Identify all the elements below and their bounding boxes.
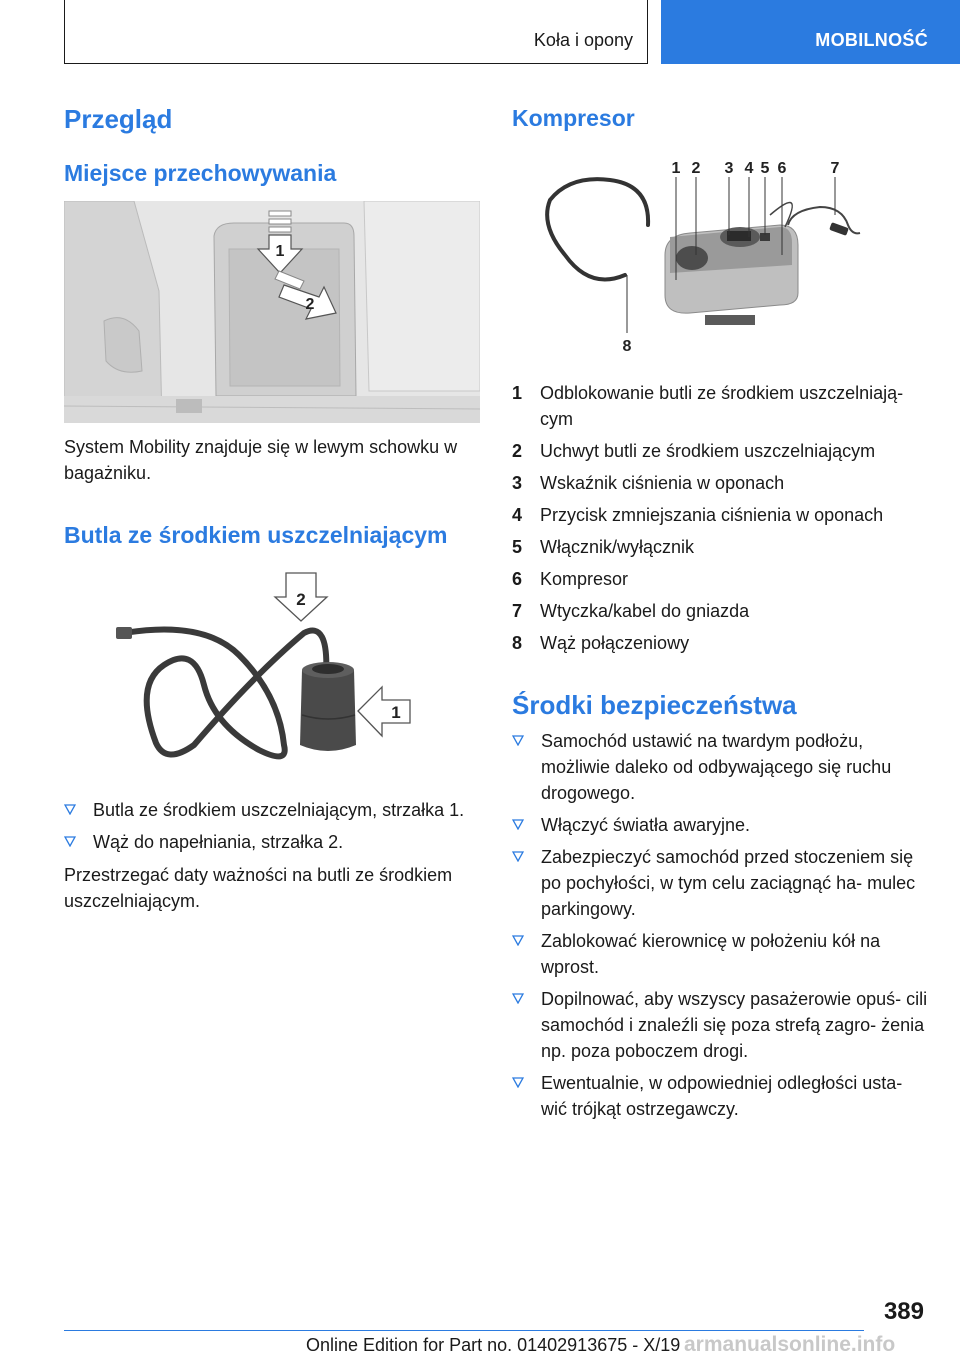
compressor-heading: Kompresor (512, 105, 635, 131)
list-item (512, 986, 928, 1064)
triangle-bullet-icon (64, 835, 76, 847)
arrow-1-stripe (269, 219, 291, 224)
part-number: 4 (512, 505, 523, 525)
part-text: Kompresor (540, 569, 629, 589)
bullet-text: Samochód ustawić na twardym podłożu, możliwie daleko od odbywającego się ruchu drogowego. (541, 731, 892, 803)
list-item (512, 1070, 928, 1122)
triangle-bullet-icon (64, 803, 76, 815)
triangle-bullet-icon (512, 1076, 524, 1088)
bullet-text: Zabezpieczyć samochód przed stoczeniem się po pochyłości, w tym celu zaciągnąć ha‐ mulec parkingowy. (541, 847, 916, 919)
storage-text: System Mobility znajduje się w lewym schowku w bagażniku. (64, 437, 458, 483)
bottle-heading: Butla ze środkiem uszczelniającym (64, 522, 448, 548)
fig3-label-7: 7 (830, 160, 840, 177)
fig3-label-1: 1 (671, 160, 681, 177)
compressor-parts-list (512, 380, 932, 662)
trunk-floor (64, 396, 480, 423)
power-cable (788, 207, 860, 233)
filling-hose (124, 629, 326, 756)
bullet-text: Włączyć światła awaryjne. (541, 815, 751, 835)
triangle-bullet-icon (512, 850, 524, 862)
trunk-rear-panel (364, 201, 480, 391)
list-item (512, 812, 928, 838)
list-item (512, 598, 932, 624)
connection-hose (547, 179, 648, 279)
bullet-text: Dopilnować, aby wszyscy pasażerowie opuś‐ cili samochód i znaleźli się poza strefą zagro‐ żenia np. poza poboczem drogi. (541, 989, 928, 1061)
hose-connector (116, 627, 132, 639)
list-item (512, 728, 928, 806)
list-item (512, 380, 932, 432)
part-text: Wtyczka/kabel do gniazda (540, 601, 750, 621)
part-text: Włącznik/wyłącznik (540, 537, 695, 557)
list-item (64, 829, 484, 855)
fig3-label-5: 5 (760, 160, 770, 177)
compressor-foot (705, 315, 755, 325)
safety-bullet-list (512, 728, 928, 1128)
page-title: Przegląd (64, 104, 173, 134)
list-item (512, 470, 932, 496)
part-number: 5 (512, 537, 523, 557)
part-text: Uchwyt butli ze środkiem uszczelniającym (540, 441, 876, 461)
triangle-bullet-icon (512, 992, 524, 1004)
header-chapter-tab: MOBILNOŚĆ (661, 0, 960, 64)
part-text: Wskaźnik ciśnienia w oponach (540, 473, 785, 493)
watermark: armanualsonline.info (684, 1333, 896, 1356)
list-item (64, 797, 484, 823)
part-number: 2 (512, 441, 523, 461)
triangle-bullet-icon (512, 818, 524, 830)
triangle-bullet-icon (512, 934, 524, 946)
bullet-text: Wąż do napełniania, strzałka 2. (93, 832, 344, 852)
part-number: 6 (512, 569, 523, 589)
arrow-1 (358, 687, 410, 736)
list-item (512, 928, 928, 980)
part-text: Wąż połączeniowy (540, 633, 690, 653)
fig1-label-2: 2 (305, 296, 315, 313)
footer-edition: Online Edition for Part no. 01402913675 - X/19 (306, 1335, 681, 1355)
fig3-label-8: 8 (622, 338, 632, 355)
sealant-bottle-figure (64, 565, 480, 780)
fig3-label-3: 3 (724, 160, 734, 177)
storage-heading: Miejsce przechowywania (64, 160, 337, 186)
fig1-label-1: 1 (275, 243, 285, 260)
arrow-1-stripe (269, 211, 291, 216)
triangle-bullet-icon (512, 734, 524, 746)
list-item (512, 438, 932, 464)
storage-cover (229, 249, 340, 386)
fig3-label-6: 6 (777, 160, 787, 177)
bullet-text: Butla ze środkiem uszczelniającym, strzałka 1. (93, 800, 465, 820)
fig2-label-2: 2 (296, 590, 306, 609)
fig2-label-1: 1 (391, 703, 401, 722)
part-text: Odblokowanie butli ze środkiem uszczelniają‐ cym (540, 383, 904, 429)
bullet-text: Ewentualnie, w odpowiedniej odległości usta‐ wić trójkąt ostrzegawczy. (541, 1073, 903, 1119)
list-item (512, 566, 932, 592)
list-item (512, 844, 928, 922)
power-plug (829, 222, 849, 236)
arrow-1-stripe (269, 227, 291, 232)
list-item (512, 630, 932, 656)
header-section-box (64, 0, 648, 64)
trunk-latch (176, 399, 202, 413)
list-item (512, 502, 932, 528)
page-number: 389 (883, 1298, 924, 1325)
bottle-neck (312, 664, 344, 674)
compressor-figure (530, 155, 870, 360)
bottle-holder (676, 246, 708, 270)
fig3-label-2: 2 (691, 160, 701, 177)
part-number: 8 (512, 633, 523, 653)
header-section-title: Koła i opony (533, 30, 633, 50)
part-number: 3 (512, 473, 523, 493)
bottle-bullet-list (64, 797, 484, 861)
bottle-note: Przestrzegać daty ważności na butli ze środkiem uszczelniającym. (64, 865, 453, 911)
part-number: 7 (512, 601, 523, 621)
part-number: 1 (512, 383, 523, 403)
bullet-text: Zablokować kierownicę w położeniu kół na wprost. (541, 931, 881, 977)
trunk-storage-figure (64, 201, 480, 423)
part-text: Przycisk zmniejszania ciśnienia w oponach (540, 505, 884, 525)
safety-heading: Środki bezpieczeństwa (512, 690, 797, 720)
list-item (512, 534, 932, 560)
footer-divider (64, 1330, 864, 1331)
fig3-label-4: 4 (744, 160, 754, 177)
bottle-body (300, 670, 356, 751)
gauge-window (727, 231, 751, 241)
